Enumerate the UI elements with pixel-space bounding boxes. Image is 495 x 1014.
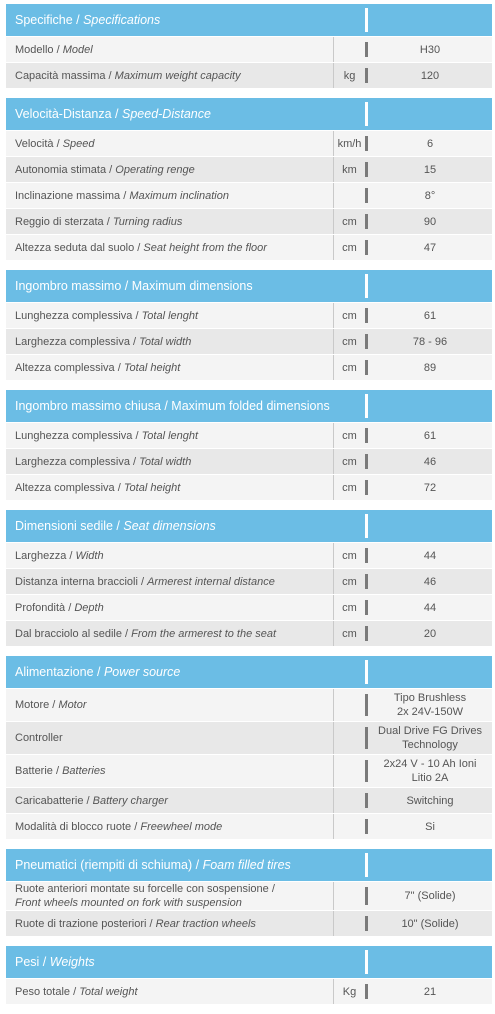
spec-unit — [333, 882, 365, 910]
spec-unit: cm — [333, 423, 365, 448]
spec-value: Switching — [406, 794, 454, 807]
spec-label-it: Peso totale / — [15, 985, 80, 998]
section-title-it: Alimentazione / — [15, 665, 104, 679]
spec-label-text — [15, 429, 198, 443]
spec-label — [6, 303, 333, 328]
spec-row — [6, 475, 492, 500]
spec-unit: cm — [333, 329, 365, 354]
spec-label — [6, 755, 333, 787]
section-title — [6, 270, 365, 302]
spec-label-text — [15, 309, 198, 323]
spec-value: 8° — [424, 189, 436, 202]
spec-unit: cm — [333, 355, 365, 380]
spec-label — [6, 788, 333, 813]
spec-label-text — [15, 698, 87, 712]
spec-value: 61 — [423, 429, 437, 442]
spec-unit: Kg — [333, 979, 365, 1004]
header-value-cell — [368, 849, 492, 881]
spec-label-en: Model — [62, 43, 93, 56]
section-title-it: Velocità-Distanza / — [15, 107, 122, 121]
spec-label-it: Capacità massima / — [15, 69, 115, 82]
header-value-cell — [368, 98, 492, 130]
spec-section — [6, 946, 492, 1004]
spec-row — [6, 621, 492, 646]
spec-label-it: Altezza seduta dal suolo / — [15, 241, 144, 254]
spec-label-it: Modalità di blocco ruote / — [15, 820, 141, 833]
spec-label — [6, 37, 333, 62]
spec-value: 6 — [426, 137, 434, 150]
section-title-en: Power source — [103, 665, 181, 679]
spec-label-it: Ruote di trazione posteriori / — [15, 917, 156, 930]
spec-value: 90 — [423, 215, 437, 228]
spec-label-en: Maximum weight capacity — [114, 69, 241, 82]
section-title-en: Seat dimensions — [123, 519, 216, 533]
spec-label-it: Larghezza complessiva / — [15, 335, 140, 348]
spec-row — [6, 131, 492, 156]
section-rows — [6, 882, 492, 936]
spec-value: 10" (Solide) — [401, 917, 459, 930]
spec-label-text — [15, 549, 104, 563]
spec-label-en: Maximum inclination — [129, 189, 229, 202]
spec-label-it: Velocità / — [15, 137, 63, 150]
spec-row — [6, 788, 492, 813]
spec-unit: cm — [333, 621, 365, 646]
spec-label-en: Total height — [123, 481, 181, 494]
spec-label — [6, 183, 333, 208]
section-title-it: Ingombro massimo chiusa / Maximum folded dimensions — [15, 399, 330, 413]
spec-value: 7" (Solide) — [404, 890, 456, 902]
spec-row — [6, 814, 492, 839]
spec-label-text — [15, 137, 95, 151]
section-header — [6, 946, 492, 978]
spec-label-en: Operating renge — [115, 163, 195, 176]
spec-label — [6, 569, 333, 594]
section-title-it: Specifiche / — [15, 13, 84, 27]
spec-unit — [333, 814, 365, 839]
spec-label-text — [15, 481, 180, 495]
spec-label-text — [15, 575, 275, 589]
spec-label-en: Total weight — [79, 985, 138, 998]
section-title-it: Dimensioni sedile / — [15, 519, 124, 533]
section-title — [6, 946, 365, 978]
spec-value: 120 — [420, 69, 440, 82]
spec-value: 44 — [423, 601, 437, 614]
spec-label-it: Motore / — [15, 699, 59, 711]
spec-label-text — [15, 882, 275, 910]
section-title-en: Weights — [49, 955, 95, 969]
spec-value: 61 — [423, 309, 437, 322]
spec-section — [6, 390, 492, 500]
spec-label — [6, 63, 333, 88]
section-header — [6, 390, 492, 422]
spec-label-it: Distanza interna braccioli / — [15, 575, 148, 588]
spec-value: 47 — [423, 241, 437, 254]
spec-row — [6, 722, 492, 754]
spec-label-it: Modello / — [15, 43, 63, 56]
spec-label-text — [15, 361, 180, 375]
spec-unit — [333, 911, 365, 936]
spec-label-en: Speed — [62, 137, 95, 150]
spec-value: Tipo Brushless 2x 24V-150W — [393, 692, 467, 718]
spec-row — [6, 63, 492, 88]
spec-unit: cm — [333, 449, 365, 474]
spec-label — [6, 689, 333, 721]
spec-label-it: Autonomia stimata / — [15, 163, 116, 176]
spec-label-it: Ruote anteriori montate su forcelle con sospensione / — [15, 883, 275, 895]
spec-label-text — [15, 241, 267, 255]
spec-label — [6, 423, 333, 448]
spec-label — [6, 475, 333, 500]
spec-unit — [333, 722, 365, 754]
spec-label-it: Lunghezza complessiva / — [15, 309, 142, 322]
section-rows — [6, 37, 492, 88]
spec-value: 15 — [423, 163, 437, 176]
section-title — [6, 98, 365, 130]
spec-unit: cm — [333, 475, 365, 500]
spec-value: 78 - 96 — [412, 335, 448, 348]
section-title — [6, 4, 365, 36]
section-header — [6, 270, 492, 302]
spec-label-it: Lunghezza complessiva / — [15, 429, 142, 442]
spec-label — [6, 595, 333, 620]
spec-value: H30 — [419, 43, 441, 56]
spec-label-en: Total lenght — [141, 309, 199, 322]
spec-unit — [333, 755, 365, 787]
header-value-cell — [368, 510, 492, 542]
spec-row — [6, 689, 492, 721]
spec-unit — [333, 788, 365, 813]
spec-label-en: Rear traction wheels — [155, 917, 256, 930]
spec-value: 72 — [423, 481, 437, 494]
spec-label-en: Front wheels mounted on fork with suspension — [15, 897, 242, 909]
spec-label-en: Total width — [139, 335, 192, 348]
header-value-cell — [368, 390, 492, 422]
spec-row — [6, 183, 492, 208]
spec-label-en: Armerest internal distance — [147, 575, 275, 588]
spec-value: Dual Drive FG Drives Technology — [378, 725, 482, 751]
spec-label-en: Seat height from the floor — [143, 241, 267, 254]
spec-sheet — [6, 4, 492, 1014]
spec-label-it: Larghezza complessiva / — [15, 455, 140, 468]
spec-label-en: Battery charger — [92, 794, 168, 807]
spec-label-en: Total width — [139, 455, 192, 468]
header-value-cell — [368, 946, 492, 978]
spec-label-text — [15, 627, 276, 641]
spec-label-text — [15, 335, 191, 349]
spec-label — [6, 882, 333, 910]
spec-section — [6, 4, 492, 88]
section-rows — [6, 543, 492, 646]
spec-label-en: Freewheel mode — [140, 820, 223, 833]
section-rows — [6, 303, 492, 380]
section-title — [6, 656, 365, 688]
spec-label-text — [15, 731, 63, 745]
spec-label-it: Reggio di sterzata / — [15, 215, 113, 228]
section-title-it: Pesi / — [15, 955, 50, 969]
spec-label-it: Inclinazione massima / — [15, 189, 130, 202]
spec-unit: cm — [333, 235, 365, 260]
header-value-cell — [368, 270, 492, 302]
spec-row — [6, 235, 492, 260]
spec-row — [6, 37, 492, 62]
spec-value: 21 — [423, 985, 437, 998]
spec-row — [6, 209, 492, 234]
spec-label-text — [15, 917, 256, 931]
spec-label-it: Batterie / — [15, 765, 63, 777]
spec-label — [6, 621, 333, 646]
spec-label — [6, 235, 333, 260]
spec-label-it: Controller — [15, 732, 63, 744]
spec-section — [6, 270, 492, 380]
header-value-cell — [368, 656, 492, 688]
spec-label — [6, 814, 333, 839]
spec-label-en: Total height — [123, 361, 181, 374]
spec-row — [6, 355, 492, 380]
spec-row — [6, 303, 492, 328]
section-rows — [6, 979, 492, 1004]
section-title-en: Foam filled tires — [202, 858, 291, 872]
section-title-en: Speed-Distance — [122, 107, 211, 121]
spec-label-text — [15, 43, 93, 57]
section-rows — [6, 689, 492, 839]
spec-label — [6, 722, 333, 754]
spec-value: Si — [425, 820, 435, 833]
spec-value: 46 — [423, 575, 437, 588]
spec-label-text — [15, 985, 138, 999]
spec-row — [6, 979, 492, 1004]
section-header — [6, 510, 492, 542]
spec-label-text — [15, 455, 191, 469]
spec-label-text — [15, 794, 168, 808]
spec-label — [6, 209, 333, 234]
section-rows — [6, 423, 492, 500]
spec-unit: km — [333, 157, 365, 182]
spec-label-en: Motor — [58, 699, 87, 711]
spec-label-text — [15, 69, 241, 83]
spec-label — [6, 329, 333, 354]
spec-label-text — [15, 764, 106, 778]
section-header — [6, 4, 492, 36]
spec-label-en: From the armerest to the seat — [131, 627, 277, 640]
spec-label-it: Caricabatterie / — [15, 794, 93, 807]
spec-label — [6, 911, 333, 936]
spec-label — [6, 979, 333, 1004]
spec-label-it: Dal bracciolo al sedile / — [15, 627, 132, 640]
spec-row — [6, 423, 492, 448]
spec-row — [6, 569, 492, 594]
spec-value: 89 — [423, 361, 437, 374]
spec-value: 44 — [423, 549, 437, 562]
spec-value: 20 — [423, 627, 437, 640]
spec-label-text — [15, 820, 222, 834]
spec-row — [6, 911, 492, 936]
spec-unit: kg — [333, 63, 365, 88]
spec-unit — [333, 37, 365, 62]
spec-label-en: Turning radius — [112, 215, 183, 228]
spec-unit: cm — [333, 303, 365, 328]
section-title-en: Specifications — [83, 13, 161, 27]
spec-unit: cm — [333, 595, 365, 620]
spec-label-text — [15, 163, 195, 177]
spec-label — [6, 355, 333, 380]
spec-label-text — [15, 601, 104, 615]
spec-label-it: Larghezza / — [15, 549, 76, 562]
spec-label — [6, 449, 333, 474]
spec-label-it: Altezza complessiva / — [15, 361, 124, 374]
section-title — [6, 849, 365, 881]
spec-label-en: Depth — [74, 601, 104, 614]
spec-label-it: Altezza complessiva / — [15, 481, 124, 494]
spec-row — [6, 595, 492, 620]
header-value-cell — [368, 4, 492, 36]
spec-label-en: Total lenght — [141, 429, 199, 442]
spec-unit: cm — [333, 209, 365, 234]
spec-section — [6, 98, 492, 260]
spec-section — [6, 849, 492, 936]
spec-label — [6, 543, 333, 568]
spec-label-text — [15, 189, 229, 203]
spec-row — [6, 157, 492, 182]
spec-unit: cm — [333, 569, 365, 594]
spec-value: 46 — [423, 455, 437, 468]
section-rows — [6, 131, 492, 260]
spec-section — [6, 510, 492, 646]
spec-label-text — [15, 215, 182, 229]
spec-label — [6, 131, 333, 156]
spec-row — [6, 755, 492, 787]
spec-unit: cm — [333, 543, 365, 568]
section-title-it: Ingombro massimo / Maximum dimensions — [15, 279, 253, 293]
spec-unit — [333, 183, 365, 208]
section-header — [6, 849, 492, 881]
section-title-it: Pneumatici (riempiti di schiuma) / — [15, 858, 203, 872]
spec-row — [6, 543, 492, 568]
section-title — [6, 390, 365, 422]
spec-label — [6, 157, 333, 182]
section-header — [6, 656, 492, 688]
spec-unit — [333, 689, 365, 721]
section-header — [6, 98, 492, 130]
spec-row — [6, 882, 492, 910]
spec-value: 2x24 V - 10 Ah Ioni Litio 2A — [383, 758, 477, 784]
spec-label-it: Profondità / — [15, 601, 75, 614]
spec-unit: km/h — [333, 131, 365, 156]
spec-row — [6, 449, 492, 474]
spec-label-en: Batteries — [62, 765, 106, 777]
spec-section — [6, 656, 492, 839]
spec-label-en: Width — [75, 549, 104, 562]
spec-row — [6, 329, 492, 354]
section-title — [6, 510, 365, 542]
